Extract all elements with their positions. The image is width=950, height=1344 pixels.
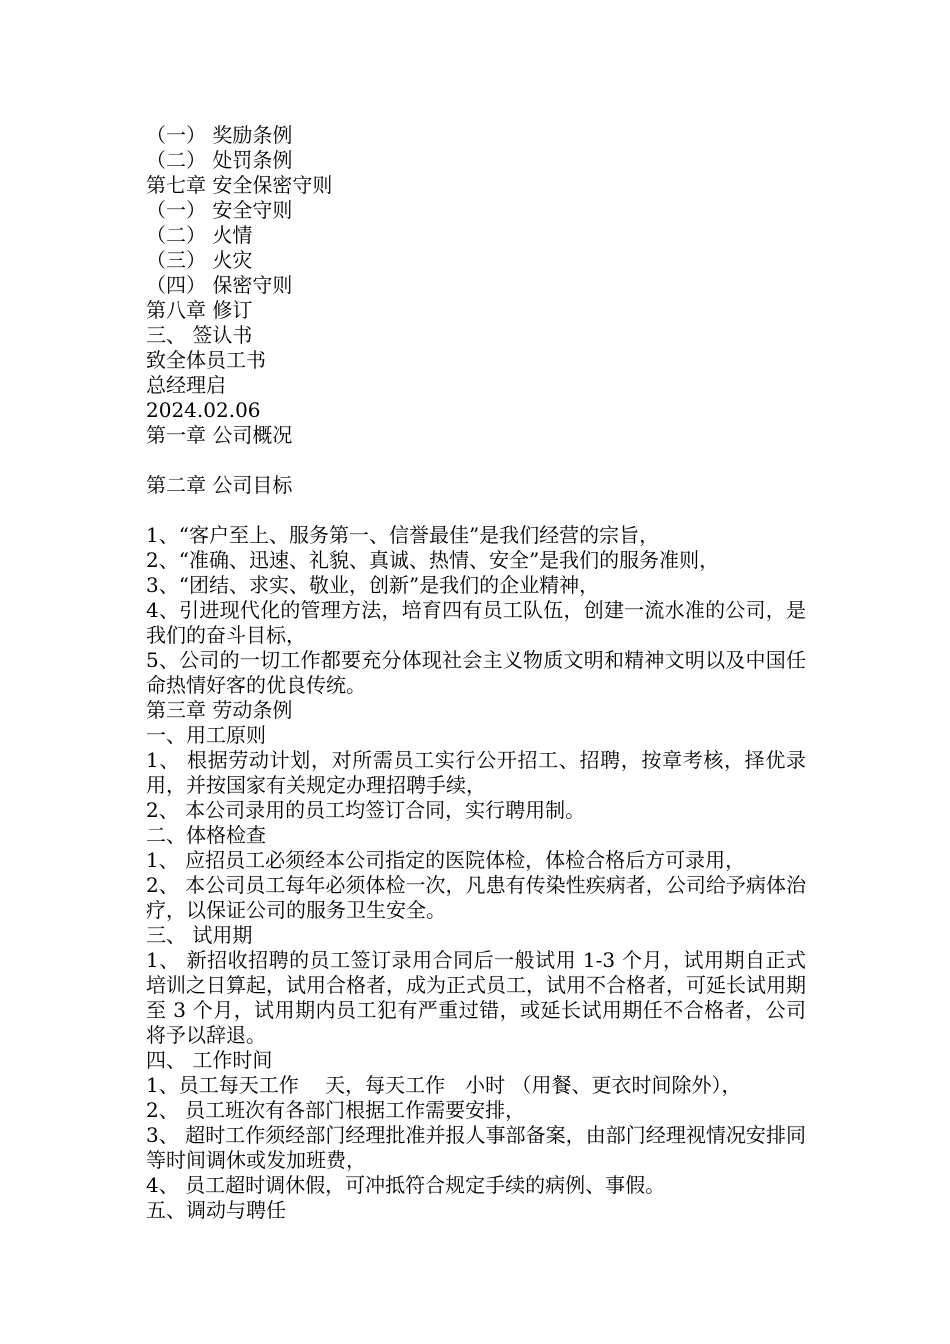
blank-line xyxy=(146,448,806,473)
heading-line: 第七章 安全保密守则 xyxy=(146,173,333,197)
paragraph: 1、 新招收招聘的员工签订录用合同后一般试用 1-3 个月，试用期自正式培训之日算起，试用合格者，成为正式员工，试用不合格者，可延长试用期至 3 个月，试用期内员工犯有严重过错，或延长试用期任不合格者，公司将予以辞退。 xyxy=(146,948,806,1047)
paragraph: 2、 本公司员工每年必须体检一次，凡患有传染性疾病者，公司给予病体治疗，以保证公司的服务卫生安全。 xyxy=(146,873,806,922)
heading-line: 第一章 公司概况 xyxy=(146,423,293,447)
paragraph: 2、 本公司录用的员工均签订合同，实行聘用制。 xyxy=(146,798,586,822)
heading-line: 2024.02.06 xyxy=(146,398,261,422)
heading-line: （二） 处罚条例 xyxy=(146,148,293,172)
blank-line xyxy=(146,498,806,523)
heading-line: （二） 火情 xyxy=(146,223,253,247)
heading-line: 一、用工原则 xyxy=(146,723,266,747)
paragraph: 1、“客户至上、服务第一、信誉最佳”是我们经营的宗旨， xyxy=(146,523,660,547)
heading-line: （四） 保密守则 xyxy=(146,273,293,297)
paragraph: 4、引进现代化的管理方法，培育四有员工队伍，创建一流水准的公司，是我们的奋斗目标， xyxy=(146,598,806,647)
paragraph: 2、 员工班次有各部门根据工作需要安排， xyxy=(146,1098,526,1122)
paragraph: 3、 超时工作须经部门经理批准并报人事部备案，由部门经理视情况安排同等时间调休或发加班费， xyxy=(146,1123,806,1172)
heading-line: 三、 签认书 xyxy=(146,323,253,347)
heading-line: 二、体格检查 xyxy=(146,823,266,847)
paragraph: 1、员工每天工作 天，每天工作 小时 （用餐、更衣时间除外）， xyxy=(146,1073,742,1097)
paragraph: 2、“准确、迅速、礼貌、真诚、热情、安全”是我们的服务准则， xyxy=(146,548,720,572)
heading-line: 第三章 劳动条例 xyxy=(146,698,293,722)
paragraph: 4、 员工超时调休假，可冲抵符合规定手续的病例、事假。 xyxy=(146,1173,666,1197)
heading-line: 致全体员工书 xyxy=(146,348,266,372)
heading-line: 第二章 公司目标 xyxy=(146,473,293,497)
heading-line: 四、 工作时间 xyxy=(146,1048,273,1072)
heading-line: （一） 安全守则 xyxy=(146,198,293,222)
heading-line: （一） 奖励条例 xyxy=(146,123,293,147)
paragraph: 1、 应招员工必须经本公司指定的医院体检，体检合格后方可录用， xyxy=(146,848,746,872)
paragraph: 3、“团结、求实、敬业，创新”是我们的企业精神， xyxy=(146,573,600,597)
heading-line: 总经理启 xyxy=(146,373,226,397)
document-body xyxy=(146,123,806,1223)
heading-line: （三） 火灾 xyxy=(146,248,253,272)
heading-line: 第八章 修订 xyxy=(146,298,253,322)
paragraph: 5、公司的一切工作都要充分体现社会主义物质文明和精神文明以及中国任命热情好客的优良传统。 xyxy=(146,648,806,697)
paragraph: 1、 根据劳动计划，对所需员工实行公开招工、招聘，按章考核，择优录用，并按国家有关规定办理招聘手续， xyxy=(146,748,806,797)
heading-line: 五、调动与聘任 xyxy=(146,1198,286,1222)
heading-line: 三、 试用期 xyxy=(146,923,253,947)
